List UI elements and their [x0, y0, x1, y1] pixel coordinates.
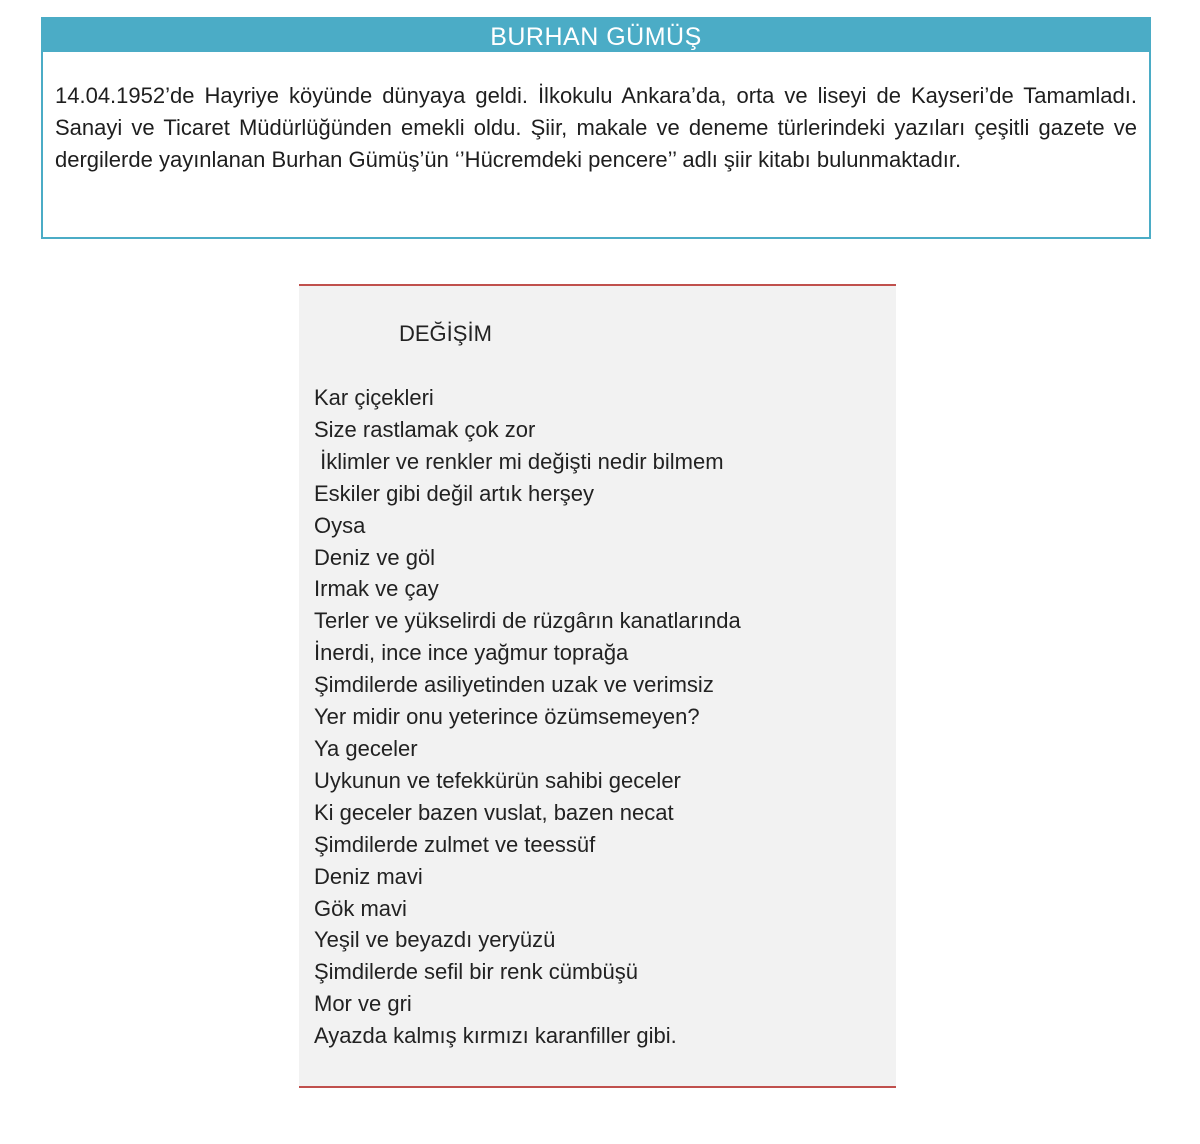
poem-line: Yeşil ve beyazdı yeryüzü: [314, 927, 556, 953]
poem-line: Oysa: [314, 512, 366, 538]
poem-lines: [314, 382, 741, 1052]
poem-line: Ayazda kalmış kırmızı karanfiller gibi.: [314, 1023, 677, 1049]
poem-line: İnerdi, ince ince yağmur toprağa: [314, 640, 629, 666]
poem-line: Uykunun ve tefekkürün sahibi geceler: [314, 767, 681, 793]
poem-box: [299, 284, 896, 1088]
poem-line: Ya geceler: [314, 735, 418, 761]
poem-line: Şimdilerde sefil bir renk cümbüşü: [314, 959, 639, 985]
biography-text: 14.04.1952’de Hayriye köyünde dünyaya geldi. İlkokulu Ankara’da, orta ve liseyi de Kayseri’de Tamamladı. Sanayi ve Ticaret Müdürlüğünden emekli oldu. Şiir, makale ve deneme türlerindeki yazıları çeşitli gazete ve dergilerde yayınlanan Burhan Gümüş’ün ‘’Hücremdeki pencere’’ adlı şiir kitabı bulunmaktadır.: [55, 83, 1137, 172]
author-name-header: BURHAN GÜMÜŞ: [43, 19, 1149, 52]
poem-line: Yer midir onu yeterince özümsemeyen?: [314, 704, 700, 730]
poem-line: İklimler ve renkler mi değişti nedir bilmem: [314, 448, 724, 474]
poem-line: Şimdilerde asiliyetinden uzak ve verimsiz: [314, 672, 714, 698]
poem-line: Mor ve gri: [314, 991, 412, 1017]
poem-line: Deniz ve göl: [314, 544, 436, 570]
poem-line: Gök mavi: [314, 895, 407, 921]
poem-line: Size rastlamak çok zor: [314, 416, 536, 442]
poem-line: Kar çiçekleri: [314, 385, 434, 410]
poem-line: Eskiler gibi değil artık herşey: [314, 480, 595, 506]
poem-title: DEĞİŞİM: [399, 321, 492, 346]
poem-line: Terler ve yükselirdi de rüzgârın kanatlarında: [314, 608, 741, 634]
poem-line: Şimdilerde zulmet ve teessüf: [314, 831, 596, 857]
poem-line: Irmak ve çay: [314, 576, 439, 602]
poem-line: Ki geceler bazen vuslat, bazen necat: [314, 799, 674, 825]
biography-box: [41, 17, 1151, 239]
poem-line: Deniz mavi: [314, 863, 423, 889]
